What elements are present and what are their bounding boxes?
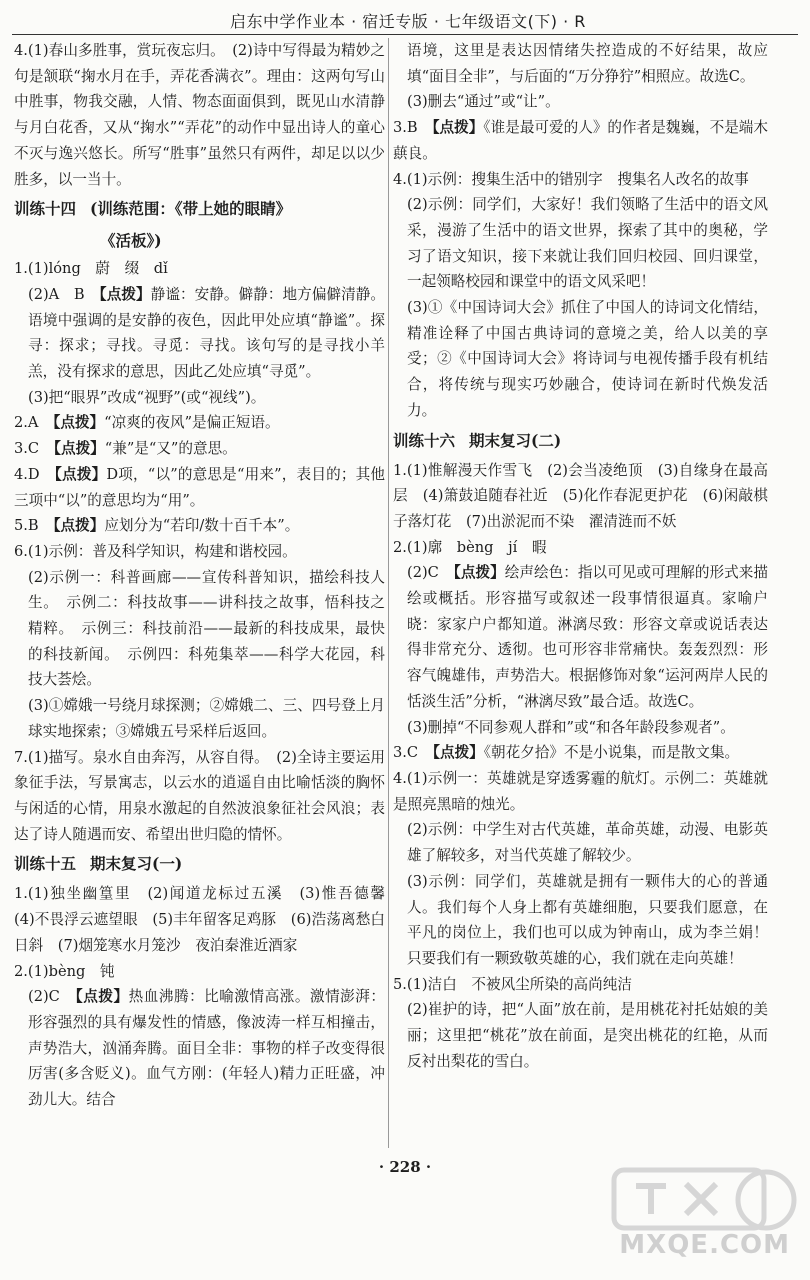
answer-text: (3)①嫦娥一号绕月球探测；②嫦娥二、三、四号登上月球实地探索；③嫦娥五号采样后返回。 [28,697,385,740]
answer-text: (3)示例：同学们，英雄就是拥有一颗伟大的心的普通人。我们每个人身上都有英雄细胞，只要我们愿意，在平凡的岗位上，我们也可以成为钟南山，成为李兰娟！只要我们有一颗致敬英雄的心，我们就在走向英雄！ [407,872,768,967]
answer-paragraph [14,539,385,565]
left-column [14,38,400,1148]
answer-text: 4.(1)示例一：英雄就是穿透雾霾的航灯。示例二：英雄就是照亮黑暗的烛光。 [393,769,768,813]
answer-text: 语境，这里是表达因情绪失控造成的不好结果，故应填“面目全非”，与后面的“万分狰狞”相照应。故选C。 [407,42,768,85]
answer-paragraph [14,693,385,744]
answer-text: 静谧：安静。僻静：地方偏僻清静。语境中强调的是安静的夜色，因此甲处应填“静谧”。探寻：探求；寻找。寻觅：寻找。该句写的是寻找小羊羔，没有探求的意思，因此乙处应填“寻觅”。 [28,285,386,381]
answer-prefix: 4.D [14,465,55,483]
section-heading-subtitle: 期末复习(二) [469,430,562,450]
answer-paragraph [14,385,385,411]
header-rule [12,34,798,35]
section-heading-title: 训练十五 [14,854,77,874]
answer-prefix: (2)A B [28,285,100,303]
answer-paragraph [393,869,768,972]
hint-label: 【点拨】 [53,517,105,535]
answer-paragraph [14,462,385,513]
answer-paragraph [14,38,385,192]
answer-paragraph [393,192,768,295]
answer-prefix: 3.B [393,119,433,137]
section-heading-title: 训练十四 [14,199,77,219]
hint-label: 【点拨】 [53,414,105,432]
hint-label: 【点拨】 [453,564,505,582]
section-heading [14,192,385,226]
answer-paragraph [393,766,768,817]
answer-text: “凉爽的夜风”是偏正短语。 [104,414,280,432]
page-header [0,0,810,36]
answer-text: D项，“以”的意思是“用来”，表目的；其他三项中“以”的意思均为“用”。 [14,465,386,509]
answer-prefix: (2)C [28,988,76,1006]
answer-paragraph [14,410,385,436]
answer-text: 4.(1)示例：搜集生活中的错别字 搜集名人改名的故事 [393,170,749,188]
answer-paragraph [393,972,768,998]
answer-text: (3)删去“通过”或“让”。 [407,93,560,111]
hint-label: 【点拨】 [54,465,107,483]
answer-paragraph [393,997,768,1074]
answer-prefix: 3.C [14,440,54,458]
hint-label: 【点拨】 [53,440,105,458]
answer-text: (2)示例：同学们，大家好！我们领略了生活中的语文风采，漫游了生活中的语文世界，探索了其中的奥秘，学习了语文知识，接下来就让我们回归校园、回归课堂，一起领略校园和课堂中的语文风采吧！ [407,196,768,291]
column-divider [388,38,389,1148]
answer-paragraph [393,535,768,561]
answer-text: (2)示例：中学生对古代英雄，革命英雄，动漫、电影英雄了解较多，对当代英雄了解较少。 [407,821,768,865]
answer-text: 1.(1)lóng 蔚 缀 dǐ [14,260,168,278]
answer-text: 应划分为“若印/数十百千本”。 [104,517,300,535]
answer-text: (3)把“眼界”改成“视野”(或“视线”)。 [28,388,266,406]
answer-paragraph [393,295,768,424]
hint-label: 【点拨】 [75,988,129,1006]
section-heading-subtitle: 期末复习(一) [90,854,183,874]
section-heading-subtitle: (训练范围：《带上她的眼睛》 [90,199,292,219]
answer-paragraph [14,984,385,1113]
answer-paragraph [14,256,385,282]
answer-paragraph [14,745,385,848]
answer-text: 《朝花夕拾》不是小说集，而是散文集。 [483,744,740,762]
answer-text: 5.(1)洁白 不被风尘所染的高尚纯洁 [393,975,632,993]
answer-text: 2.(1)bèng 钝 [14,962,115,980]
answer-paragraph [14,881,400,958]
answer-paragraph [393,817,768,868]
answer-paragraph [393,560,768,714]
answer-paragraph [393,115,768,166]
answer-text: 1.(1)惟解漫天作雪飞 (2)会当凌绝顶 (3)自缘身在最高层 (4)箫鼓追随春社近 (5)化作春泥更护花 (6)闲敲棋子落灯花 (7)出淤泥而不染 濯清涟而不妖 [393,461,768,530]
page-number: · 228 · [378,1158,432,1176]
answer-text: (2)示例一：科普画廊——宣传科普知识，描绘科技人生。 示例二：科技故事——讲科技之故事，悟科技之精粹。 示例三：科技前沿——最新的科技成果，最快的科技新闻。 示例四：科苑集萃——科学大花园，科技大荟烩。 [28,568,385,689]
hint-label: 【点拨】 [432,119,484,137]
section-heading [14,847,385,881]
section-heading [393,424,768,458]
answer-paragraph [393,167,768,193]
answer-prefix: 3.C [393,744,433,762]
answer-prefix: 2.A [14,414,54,432]
right-column [393,38,768,1148]
answer-paragraph [393,740,768,766]
answer-text: 6.(1)示例：普及科学知识，构建和谐校园。 [14,542,297,560]
answer-prefix: (2)C [407,564,454,582]
answer-text: 2.(1)廓 bèng jí 暇 [393,538,547,556]
answer-text: (2)崔护的诗，把“人面”放在前，是用桃花衬托姑娘的美丽；这里把“桃花”放在前面，是突出桃花的红艳，从而反衬出梨花的雪白。 [407,1001,768,1070]
watermark-logo [606,1164,806,1274]
hint-label: 【点拨】 [432,744,484,762]
answer-text: “兼”是“又”的意思。 [104,440,237,458]
answer-paragraph [393,38,768,89]
header-title: 启东中学作业本 · 宿迁专版 · 七年级语文(下) · R [230,12,586,31]
answer-text: 7.(1)描写。泉水自由奔泻，从容自得。 (2)全诗主要运用象征手法，写景寓志，以云水的逍遥自由比喻恬淡的胸怀与闲适的心情，用泉水激起的自然波浪象征社会风浪；表达了诗人随遇而安、希望出世归隐的情怀。 [14,748,385,843]
answer-paragraph [393,89,768,115]
answer-paragraph [393,458,768,535]
answer-text: (3)删掉“不同参观人群和”或“和各年龄段参观者”。 [407,718,735,736]
answer-paragraph [393,715,768,741]
answer-paragraph [14,565,385,694]
watermark-url: MXQE.COM [619,1230,790,1260]
answer-paragraph [14,513,385,539]
answer-paragraph [14,282,385,385]
section-heading-continuation: 《活板》) [100,231,162,251]
answer-prefix: 5.B [14,517,54,535]
answer-text: 绘声绘色：指以可见或可理解的形式来描绘或概括。形容描写或叙述一段事情很逼真。家喻户晓：家家户户都知道。淋漓尽致：形容文章或说话表达得非常充分、透彻。也可形容非常痛快。轰轰烈烈：形容气魄雄伟，声势浩大。根据修饰对象“运河两岸人民的恬淡生活”分析，“淋漓尽致”最合适。故选C。 [407,564,769,710]
answer-paragraph [14,959,385,985]
answer-text: 《谁是最可爱的人》的作者是魏巍，不是端木蕻良。 [393,119,768,162]
hint-label: 【点拨】 [99,285,151,303]
section-heading-title: 训练十六 [393,430,456,450]
answer-text: (3)①《中国诗词大会》抓住了中国人的诗词文化情结，精准诠释了中国古典诗词的意境之美，给人以美的享受；②《中国诗词大会》将诗词与电视传播手段有机结合，将传统与现实巧妙融合，使诗词在新时代焕发活力。 [407,299,768,419]
answer-text: 4.(1)春山多胜事，赏玩夜忘归。 (2)诗中写得最为精妙之句是颔联“掬水月在手，弄花香满衣”。理由：这两句写山中胜事，物我交融，人情、物态面面俱到，既见山水清静与月白花香，又从“掬水”“弄花”的动作中显出诗人的童心不灭与逸兴悠长。所写“胜事”虽然只有两件，却足以以少胜多，以一当十。 [14,42,385,188]
answer-paragraph [14,436,385,462]
answer-text: 1.(1)独坐幽篁里 (2)闻道龙标过五溪 (3)惟吾德馨 (4)不畏浮云遮望眼 (5)丰年留客足鸡豚 (6)浩荡离愁白日斜 (7)烟笼寒水月笼沙 夜泊秦淮近酒家 [14,885,400,954]
answer-text: 热血沸腾：比喻激情高涨。激情澎湃：形容强烈的具有爆发性的情感，像波涛一样互相撞击，声势浩大，汹涌奔腾。面目全非：事物的样子改变得很厉害(多含贬义)。血气方刚：(年轻人)精力正旺盛，冲劲儿大。结合 [28,988,385,1109]
